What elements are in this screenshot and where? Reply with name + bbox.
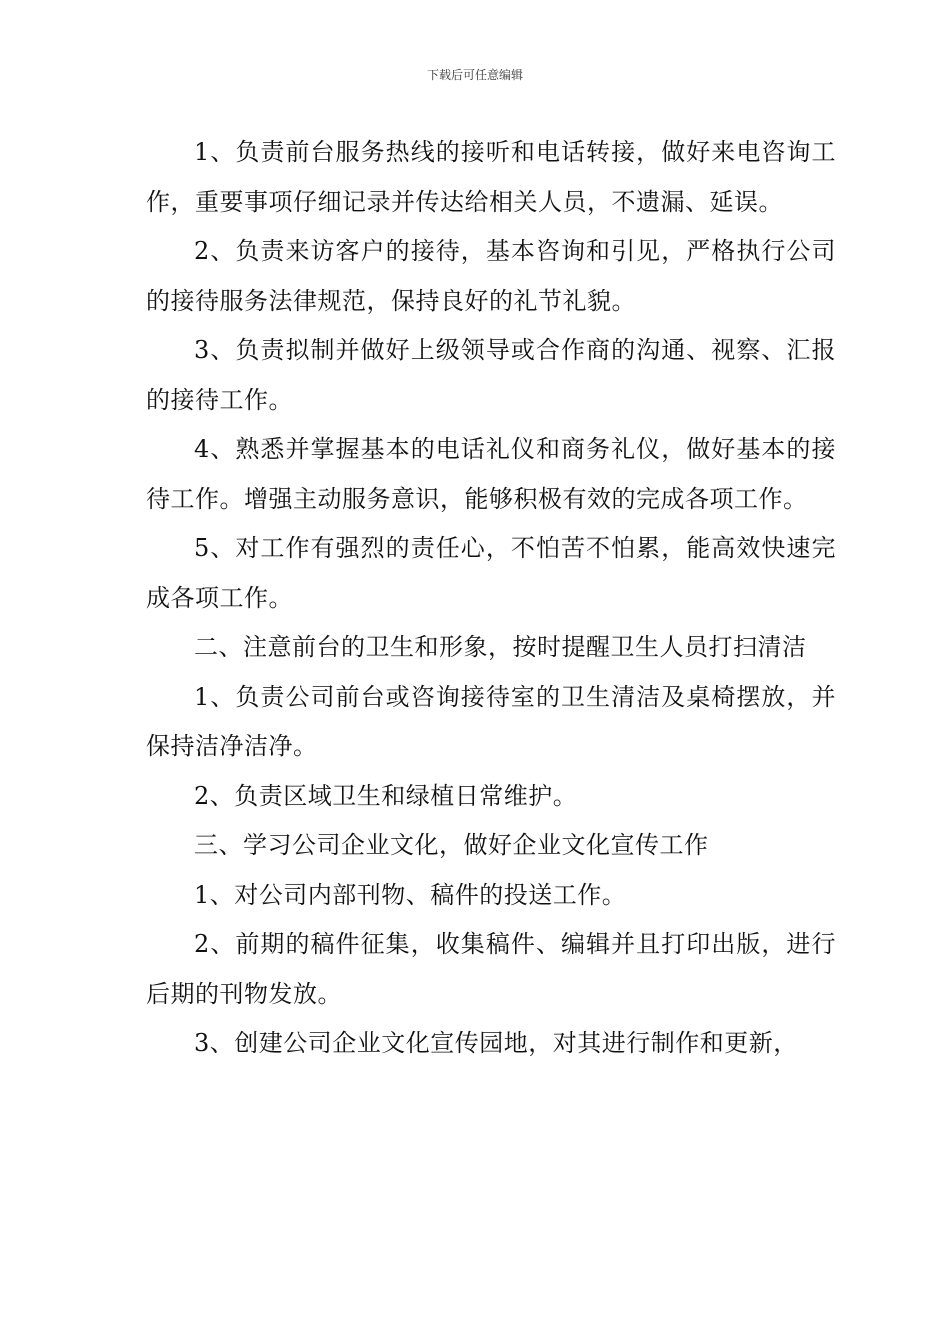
- page-header: 下载后可任意编辑: [426, 68, 523, 82]
- paragraph: 2、负责区域卫生和绿植日常维护。: [194, 781, 578, 810]
- paragraph: 2、前期的稿件征集，收集稿件、编辑并且打印出版，进行后期的刊物发放。: [146, 930, 836, 1008]
- paragraph: 1、负责公司前台或咨询接待室的卫生清洁及桌椅摆放，并保持洁净洁净。: [146, 682, 836, 760]
- paragraph: 4、熟悉并掌握基本的电话礼仪和商务礼仪，做好基本的接待工作。增强主动服务意识，能够积极有效的完成各项工作。: [146, 435, 836, 513]
- paragraph: 5、对工作有强烈的责任心，不怕苦不怕累，能高效快速完成各项工作。: [146, 534, 836, 612]
- paragraph: 3、负责拟制并做好上级领导或合作商的沟通、视察、汇报的接待工作。: [146, 336, 836, 414]
- section-heading: 二、注意前台的卫生和形象，按时提醒卫生人员打扫清洁: [194, 633, 807, 661]
- paragraph: 1、负责前台服务热线的接听和电话转接，做好来电咨询工作，重要事项仔细记录并传达给相关人员，不遗漏、延误。: [146, 138, 836, 216]
- section-heading: 三、学习公司企业文化，做好企业文化宣传工作: [194, 831, 709, 859]
- paragraph: 2、负责来访客户的接待，基本咨询和引见，严格执行公司的接待服务法律规范，保持良好的礼节礼貌。: [146, 237, 836, 315]
- document-body: [146, 128, 836, 1069]
- paragraph: 1、对公司内部刊物、稿件的投送工作。: [194, 880, 627, 909]
- paragraph: 3、创建公司企业文化宣传园地，对其进行制作和更新，: [194, 1029, 798, 1057]
